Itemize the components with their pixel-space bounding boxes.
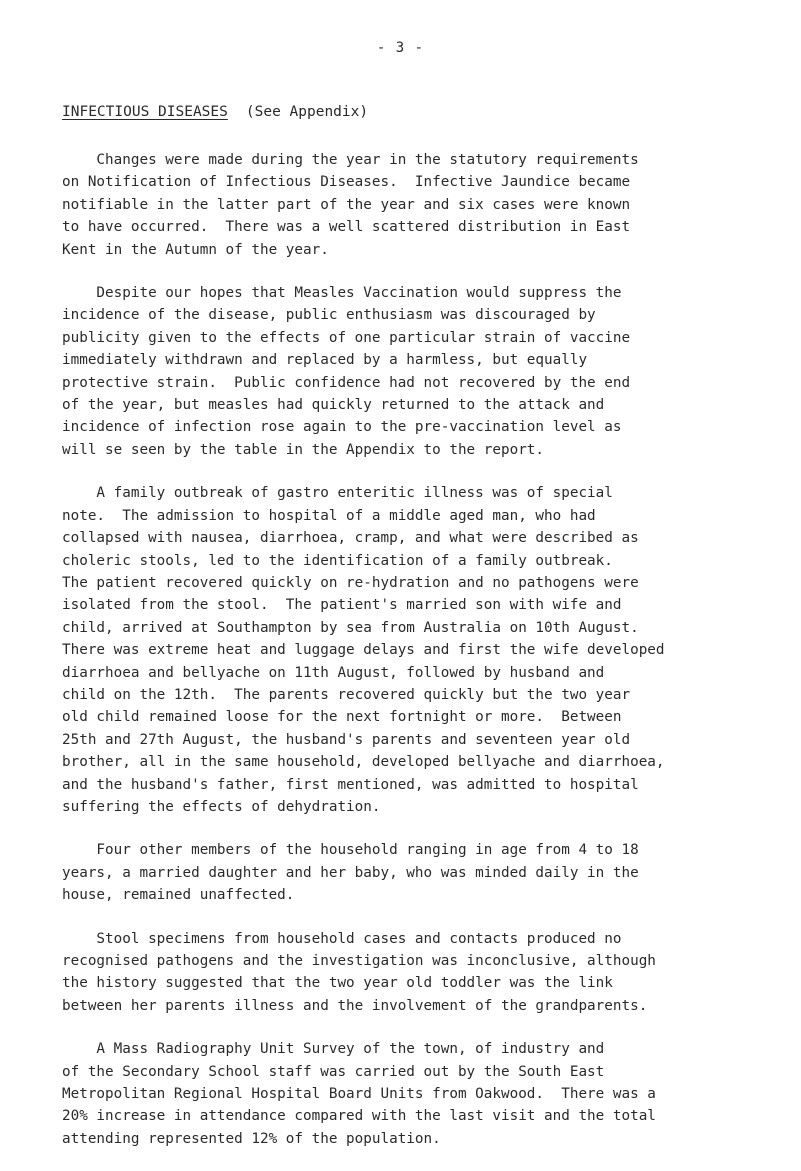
text-line: There was extreme heat and luggage delays and first the wife developed <box>62 642 665 659</box>
paragraph <box>62 839 742 906</box>
text-line: and the husband's father, first mentioned, was admitted to hospital <box>62 776 639 793</box>
text-line: Kent in the Autumn of the year. <box>62 241 329 258</box>
text-line: note. The admission to hospital of a middle aged man, who had <box>62 507 596 524</box>
text-line: will se seen by the table in the Appendix to the report. <box>62 441 545 458</box>
section-heading <box>62 104 368 120</box>
text-line: 20% increase in attendance compared with the last visit and the total <box>62 1108 656 1125</box>
text-line: choleric stools, led to the identification of a family outbreak. <box>62 552 613 569</box>
text-line: collapsed with nausea, diarrhoea, cramp, and what were described as <box>62 530 639 547</box>
paragraph <box>62 149 742 261</box>
text-line: brother, all in the same household, developed bellyache and diarrhoea, <box>62 754 665 771</box>
text-line: years, a married daughter and her baby, who was minded daily in the <box>62 864 639 881</box>
text-line: The patient recovered quickly on re-hydration and no pathogens were <box>62 574 639 591</box>
text-line: Despite our hopes that Measles Vaccination would suppress the <box>62 285 622 302</box>
text-line: isolated from the stool. The patient's married son with wife and <box>62 597 622 614</box>
paragraph <box>62 482 742 818</box>
text-line: recognised pathogens and the investigation was inconclusive, although <box>62 953 656 969</box>
text-line: on Notification of Infectious Diseases. Infective Jaundice became <box>62 174 631 191</box>
text-line: old child remained loose for the next fortnight or more. Between <box>62 709 622 726</box>
paragraph <box>62 282 742 461</box>
text-line: A Mass Radiography Unit Survey of the town, of industry and <box>62 1041 605 1058</box>
text-line: between her parents illness and the involvement of the grandparents. <box>62 997 648 1014</box>
text-line: of the Secondary School staff was carried out by the South East <box>62 1063 605 1080</box>
text-line: Metropolitan Regional Hospital Board Units from Oakwood. There was a <box>62 1086 656 1103</box>
text-line: 25th and 27th August, the husband's parents and seventeen year old <box>62 731 631 748</box>
text-line: suffering the effects of dehydration. <box>62 798 381 815</box>
text-line: house, remained unaffected. <box>62 887 295 904</box>
text-line: to have occurred. There was a well scattered distribution in East <box>62 219 631 236</box>
text-line: notifiable in the latter part of the year and six cases were known <box>62 196 631 213</box>
text-line: attending represented 12% of the population. <box>62 1130 441 1147</box>
text-line: Four other members of the household ranging in age from 4 to 18 <box>62 842 639 859</box>
text-line: Stool specimens from household cases and contacts produced no <box>62 930 622 947</box>
text-line: Changes were made during the year in the statutory requirements <box>62 152 639 168</box>
section-title: INFECTIOUS DISEASES <box>62 104 228 120</box>
section-note: (See Appendix) <box>245 104 369 120</box>
page-number: - 3 - <box>376 40 425 56</box>
text-line: protective strain. Public confidence had not recovered by the end <box>62 374 631 391</box>
text-line: the history suggested that the two year old toddler was the link <box>62 975 613 992</box>
text-line: child on the 12th. The parents recovered quickly but the two year <box>62 686 631 703</box>
text-line: incidence of the disease, public enthusiasm was discouraged by <box>62 307 596 324</box>
text-line: publicity given to the effects of one particular strain of vaccine <box>62 329 631 346</box>
body-text <box>62 149 742 1171</box>
text-line: incidence of infection rose again to the pre-vaccination level as <box>62 419 622 436</box>
paragraph <box>62 1038 742 1150</box>
text-line: diarrhoea and bellyache on 11th August, followed by husband and <box>62 664 605 681</box>
paragraph <box>62 928 742 1018</box>
text-line: immediately withdrawn and replaced by a harmless, but equally <box>62 352 588 369</box>
text-line: A family outbreak of gastro enteritic illness was of special <box>62 485 613 502</box>
text-line: child, arrived at Southampton by sea from Australia on 10th August. <box>62 619 639 636</box>
text-line: of the year, but measles had quickly returned to the attack and <box>62 397 605 414</box>
